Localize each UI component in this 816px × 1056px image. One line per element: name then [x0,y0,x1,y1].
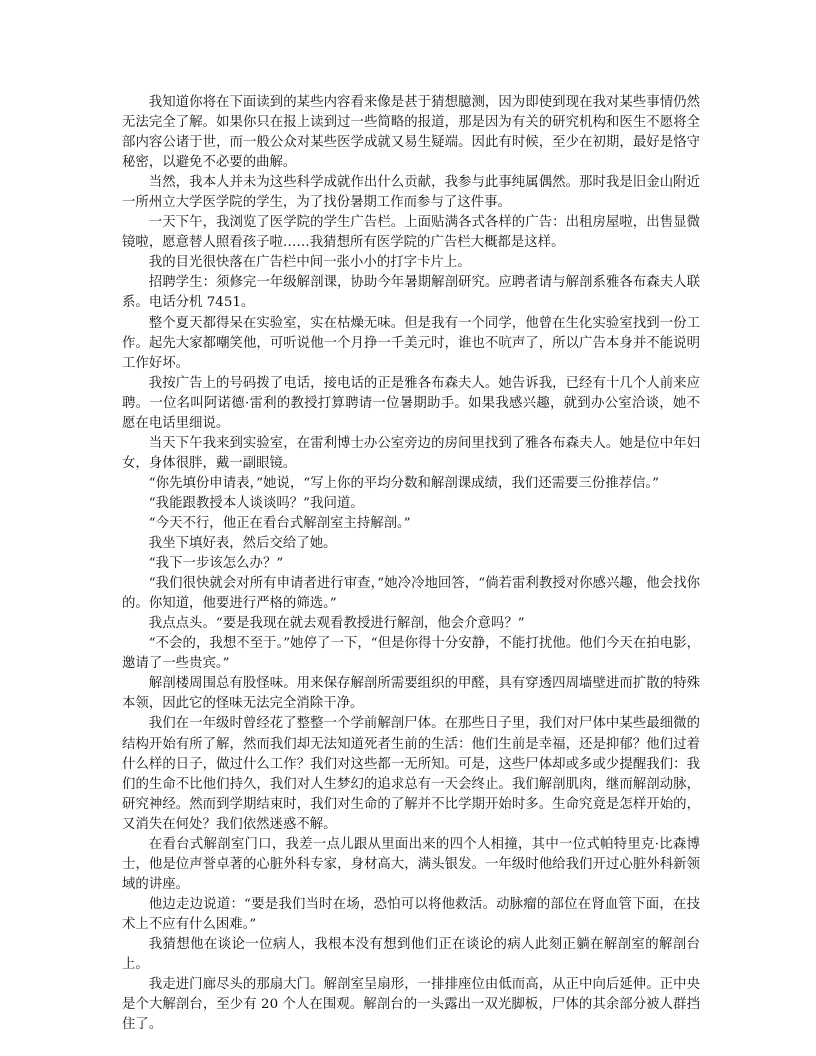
paragraph: 我走进门廊尽头的那扇大门。解剖室呈扇形，一排排座位由低而高，从正中向后延伸。正中央是个大解剖台，至少有 20 个人在围观。解剖台的一头露出一双光脚板，尸体的其余部分被人群挡住了。 [122,977,700,1033]
paragraph: 在看台式解剖室门口，我差一点儿跟从里面出来的四个人相撞，其中一位式帕特里克·比森博士，他是位声誉卓著的心脏外科专家，身材高大，满头银发。一年级时他给我们开过心脏外科新领域的讲座。 [122,836,700,892]
paragraph: 我坐下填好表，然后交给了她。 [148,536,337,552]
paragraph: “我们很快就会对所有申请者进行审查，”她冷冷地回答，“倘若雷利教授对你感兴趣，他会找你的。你知道，他要进行严格的筛选。” [122,576,700,612]
paragraph: 我按广告上的号码拨了电话，接电话的正是雅各布森夫人。她告诉我，已经有十几个人前来应聘。一位名叫阿诺德·雷利的教授打算聘请一位暑期助手。如果我感兴趣，就到办公室洽谈，她不愿在电话里细说。 [122,375,700,431]
document-body [122,93,700,1035]
paragraph: 我的目光很快落在广告栏中间一张小小的打字卡片上。 [148,255,471,271]
paragraph: 招聘学生：须修完一年级解剖课，协助今年暑期解剖研究。应聘者请与解剖系雅各布森夫人联系。电话分机 7451。 [122,275,700,311]
paragraph: 解剖楼周围总有股怪味。用来保存解剖所需要组织的甲醛，具有穿透四周墙壁进而扩散的特殊本领，因此它的怪味无法完全消除干净。 [122,676,700,712]
paragraph: 一天下午，我浏览了医学院的学生广告栏。上面贴满各式各样的广告：出租房屋啦，出售显微镜啦，愿意替人照看孩子啦……我猜想所有医学院的广告栏大概都是这样。 [122,215,700,251]
paragraph: “我下一步该怎么办？” [148,556,284,572]
paragraph: “你先填份申请表，”她说，“写上你的平均分数和解剖课成绩，我们还需要三份推荐信。” [148,475,660,491]
paragraph: 我猜想他在谈论一位病人，我根本没有想到他们正在谈论的病人此刻正躺在解剖室的解剖台上。 [122,936,700,973]
paragraph: “我能跟教授本人谈谈吗？”我问道。 [148,495,364,511]
paragraph: “不会的，我想不至于。”她停了一下，“但是你得十分安静，不能打扰他。他们今天在拍电影，邀请了一些贵宾。” [122,636,700,672]
paragraph: 整个夏天都得呆在实验室，实在枯燥无味。但是我有一个同学，他曾在生化实验室找到一份工作。起先大家都嘲笑他，可听说他一个月挣一千美元时，谁也不吭声了，所以广告本身并不能说明工作好坏。 [122,315,700,371]
paragraph: 他边走边说道：“要是我们当时在场，恐怕可以将他救活。动脉瘤的部位在肾血管下面，在技术上不应有什么困难。” [122,896,700,932]
paragraph: 当然，我本人并未为这些科学成就作出什么贡献，我参与此事纯属偶然。那时我是旧金山附近一所州立大学医学院的学生，为了找份暑期工作而参与了这件事。 [122,175,700,211]
paragraph: 我们在一年级时曾经花了整整一个学前解剖尸体。在那些日子里，我们对尸体中某些最细微的结构开始有所了解，然而我们却无法知道死者生前的生活：他们生前是幸福，还是抑郁？他们过着什么样的日子，做过什么工作？我们对这些都一无所知。可是，这些尸体却或多或少提醒我们：我们的生命不比他们持久，我们对人生梦幻的追求总有一天会终止。我们解剖肌肉，继而解剖动脉，研究神经。然而到学期结束时，我们对生命的了解并不比学期开始时多。生命究竟是怎样开始的，又消失在何处？我们依然迷惑不解。 [122,716,700,832]
paragraph: “今天不行，他正在看台式解剖室主持解剖。” [148,515,411,531]
paragraph: 我点点头。“要是我现在就去观看教授进行解剖，他会介意吗？” [148,616,525,632]
paragraph: 我知道你将在下面读到的某些内容看来像是甚于猜想臆测，因为即使到现在我对某些事情仍然无法完全了解。如果你只在报上读到过一些简略的报道，那是因为有关的研究机构和医生不愿将全部内容公诸于世，而一般公众对某些医学成就又易生疑端。因此有时候，至少在初期，最好是恪守秘密，以避免不必要的曲解。 [122,95,700,171]
paragraph: 当天下午我来到实验室，在雷利博士办公室旁边的房间里找到了雅各布森夫人。她是位中年妇女，身体很胖，戴一副眼镜。 [122,435,700,471]
